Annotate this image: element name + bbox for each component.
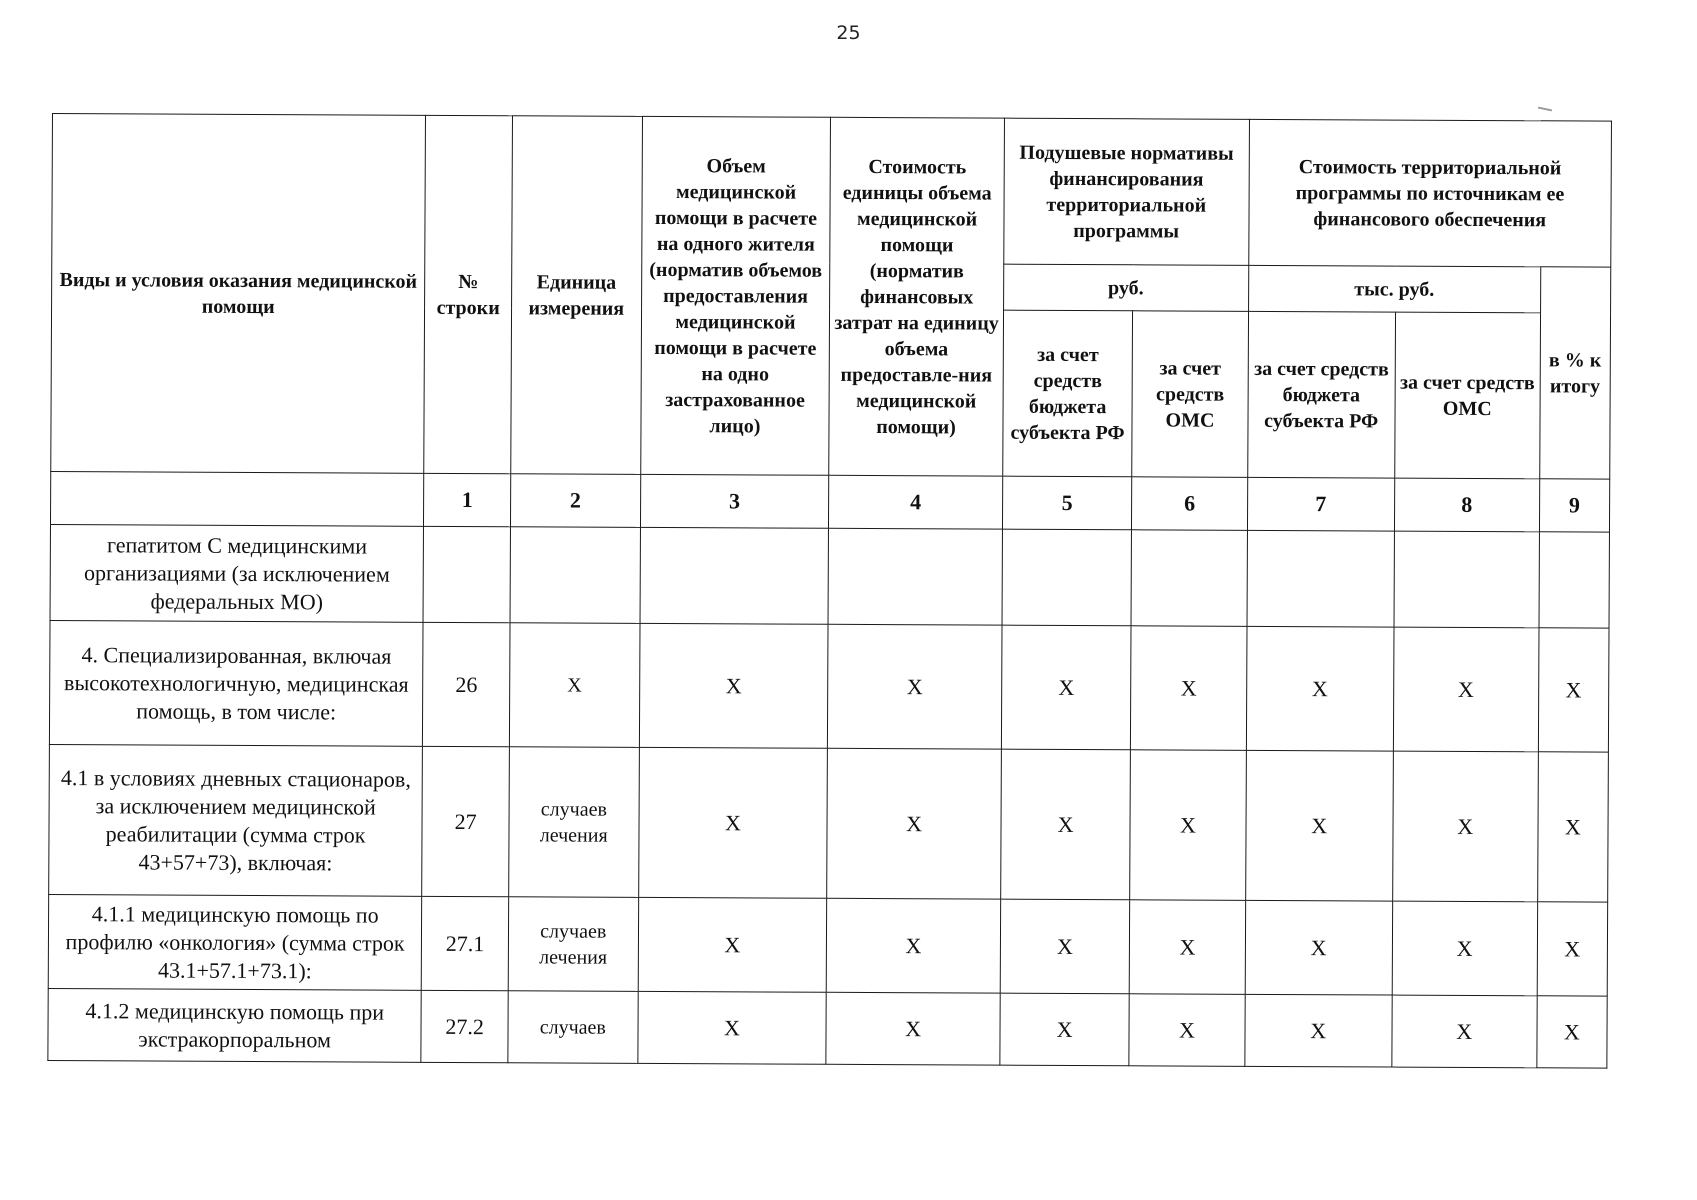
column-number: 3: [640, 474, 829, 528]
column-number: 2: [510, 474, 640, 528]
cell-col3: Х: [637, 991, 826, 1064]
cell-col6: [1131, 530, 1247, 627]
header-unit-cost: Стоимость единицы объема медицинской помощи (норматив финансовых затрат на единицу объема предоставле-ния медицинской помощи): [829, 117, 1004, 476]
cell-col6: Х: [1130, 750, 1246, 901]
header-oms-6: за счет средств ОМС: [1132, 311, 1248, 478]
cell-col8: [1394, 531, 1539, 628]
cell-col9: Х: [1537, 752, 1608, 902]
cell-col5: Х: [1001, 625, 1131, 750]
cell-unit: случаев лечения: [508, 897, 638, 992]
cell-unit: Х: [509, 623, 639, 748]
cell-col8: Х: [1392, 901, 1537, 996]
row-label: 4.1 в условиях дневных стационаров, за исключением медицинской реабилитации (сумма строк 43+57+73), включая:: [49, 744, 423, 896]
cell-col8: Х: [1392, 751, 1538, 902]
scan-artifact: [1538, 107, 1552, 112]
cell-col7: Х: [1245, 900, 1393, 995]
cell-col9: [1539, 532, 1610, 628]
cell-col8: Х: [1392, 995, 1537, 1068]
cell-col6: Х: [1131, 626, 1247, 751]
cell-col7: Х: [1245, 750, 1393, 901]
header-volume: Объем медицинской помощи в расчете на одного жителя (норматив объемов предоставления медицинской помощи в расчете на одно застрахованное лицо): [640, 116, 831, 475]
cell-row-number: 27.1: [421, 896, 508, 990]
header-unit: Единица измерения: [511, 116, 642, 475]
cell-col5: [1002, 529, 1132, 626]
cell-col9: Х: [1537, 902, 1608, 996]
cell-col7: [1247, 530, 1395, 627]
cell-col3: Х: [639, 623, 828, 748]
cell-unit: случаев лечения: [509, 747, 639, 898]
cell-col4: Х: [826, 992, 1000, 1065]
cell-col9: Х: [1538, 628, 1609, 752]
table-row: [49, 620, 1609, 752]
cell-col9: Х: [1537, 996, 1608, 1068]
cell-row-number: [423, 526, 510, 622]
header-budget-7: за счет средств бюджета субъекта РФ: [1247, 311, 1395, 478]
row-label: 4.1.1 медицинскую помощь по профилю «онкология» (сумма строк 43.1+57.1+73.1):: [48, 894, 422, 990]
cell-unit: случаев: [508, 991, 638, 1064]
financing-table: [47, 113, 1612, 1069]
row-label: 4. Специализированная, включая высокотехнологичную, медицинская помощь, в том числе:: [49, 620, 423, 746]
column-number: 6: [1132, 477, 1248, 531]
column-number: 1: [424, 473, 511, 526]
column-number: 7: [1247, 477, 1394, 531]
cell-col7: Х: [1244, 994, 1391, 1067]
column-number: 5: [1002, 476, 1132, 530]
cell-col3: Х: [638, 897, 827, 992]
cell-col6: Х: [1130, 900, 1246, 995]
financing-table-wrapper: [47, 113, 1612, 1069]
cell-col5: Х: [1000, 749, 1130, 900]
cell-col3: [640, 527, 829, 624]
column-number: [50, 471, 424, 526]
row-label: гепатитом С медицинскими организациями (за исключением федеральных МО): [50, 524, 424, 622]
row-label: 4.1.2 медицинскую помощь при экстракорпоральном: [48, 988, 422, 1062]
column-number-row: [50, 471, 1609, 532]
cell-col3: Х: [638, 747, 828, 898]
cell-row-number: 27: [422, 746, 509, 896]
cell-col8: Х: [1393, 627, 1539, 752]
header-row-number: № строки: [424, 115, 512, 473]
header-budget-5: за счет средств бюджета субъекта РФ: [1003, 310, 1133, 477]
cell-col5: Х: [1000, 993, 1130, 1066]
cell-unit: [510, 527, 640, 624]
cell-col4: [828, 528, 1002, 625]
cell-col7: Х: [1246, 626, 1394, 751]
header-unit-thousand-rub: тыс. руб.: [1248, 265, 1540, 312]
table-row: [50, 524, 1609, 628]
cell-row-number: 26: [423, 622, 510, 746]
cell-col4: Х: [827, 748, 1001, 899]
page-number: 25: [836, 22, 861, 44]
header-oms-8: за счет средств ОМС: [1394, 312, 1540, 479]
header-percent: в % к итогу: [1539, 267, 1610, 479]
column-number: 4: [829, 475, 1003, 529]
header-unit-rub: руб.: [1003, 264, 1248, 311]
cell-col6: Х: [1129, 994, 1245, 1067]
cell-row-number: 27.2: [421, 990, 508, 1062]
table-row: [48, 988, 1607, 1068]
table-row: [49, 744, 1609, 902]
column-number: 8: [1394, 478, 1539, 532]
cell-col4: Х: [827, 898, 1001, 993]
header-per-capita-group: Подушевые нормативы финансирования территориальной программы: [1004, 118, 1250, 265]
header-program-cost-group: Стоимость территориальной программы по источникам ее финансового обеспечения: [1248, 119, 1611, 267]
cell-col5: Х: [1000, 899, 1130, 994]
column-number: 9: [1539, 479, 1610, 532]
header-types-of-care: Виды и условия оказания медицинской помощи: [51, 114, 426, 474]
cell-col4: Х: [828, 624, 1002, 749]
table-row: [48, 894, 1607, 996]
